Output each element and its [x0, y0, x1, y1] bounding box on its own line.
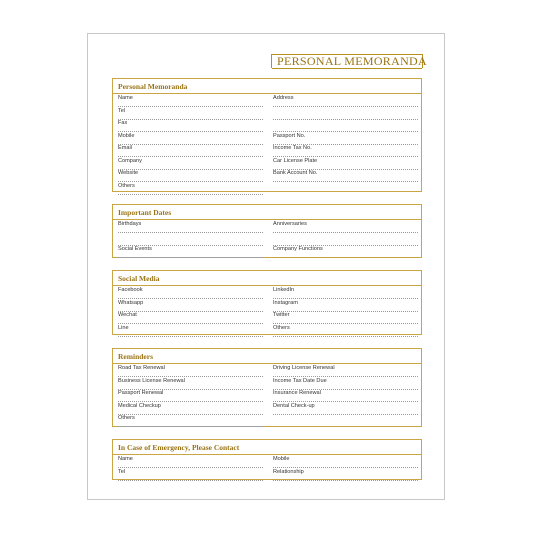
field-label: Facebook — [118, 287, 143, 293]
form-field[interactable] — [118, 144, 263, 157]
form-field[interactable] — [273, 377, 418, 390]
field-label: Relationship — [273, 468, 304, 475]
field-label: Others — [273, 324, 290, 331]
field-label: Instagram — [273, 299, 298, 306]
field-label: Name — [118, 95, 133, 101]
form-field[interactable] — [273, 233, 418, 246]
section-3 — [112, 348, 422, 427]
form-field[interactable] — [118, 402, 263, 415]
section-1 — [112, 204, 422, 258]
form-field[interactable] — [118, 157, 263, 170]
field-label: Mobile — [118, 132, 135, 139]
form-field[interactable] — [118, 414, 263, 427]
field-label: Tel — [118, 107, 126, 114]
field-label: Passport Renewal — [118, 390, 164, 396]
field-label: Business License Renewal — [118, 377, 185, 384]
field-label: Others — [118, 182, 135, 189]
form-field[interactable] — [273, 144, 418, 157]
field-label: Driving License Renewal — [273, 365, 335, 371]
form-field[interactable] — [118, 245, 263, 258]
form-field[interactable] — [118, 132, 263, 145]
field-label: Website — [118, 170, 139, 176]
field-label: Social Events — [118, 246, 152, 252]
form-field[interactable] — [273, 245, 418, 258]
form-field[interactable] — [118, 119, 263, 132]
form-field[interactable] — [118, 220, 263, 233]
form-field[interactable] — [273, 286, 418, 299]
form-field[interactable] — [273, 455, 418, 468]
form-field[interactable] — [118, 233, 263, 246]
field-label: Medical Checkup — [118, 402, 161, 409]
form-field[interactable] — [118, 389, 263, 402]
section-4 — [112, 439, 422, 480]
form-field[interactable] — [118, 286, 263, 299]
form-field[interactable] — [273, 311, 418, 324]
field-label: Company — [118, 157, 142, 164]
form-field[interactable] — [273, 389, 418, 402]
field-label: Twitter — [273, 312, 290, 318]
field-label: Email — [118, 145, 132, 151]
form-field[interactable] — [118, 377, 263, 390]
form-field[interactable] — [273, 324, 418, 337]
form-field[interactable] — [273, 364, 418, 377]
form-field[interactable] — [273, 119, 418, 132]
field-label: Dental Check-up — [273, 402, 315, 409]
form-field[interactable] — [118, 94, 263, 107]
page-title: PERSONAL MEMORANDA — [277, 54, 427, 68]
title-underline — [272, 68, 422, 69]
form-field[interactable] — [118, 311, 263, 324]
field-label: Others — [118, 415, 135, 421]
form-field[interactable] — [118, 455, 263, 468]
field-label: Car License Plate — [273, 157, 318, 164]
form-field[interactable] — [118, 364, 263, 377]
section-heading: Social Media — [118, 274, 160, 283]
field-label: Name — [118, 456, 133, 462]
form-field[interactable] — [118, 324, 263, 337]
section-heading: Important Dates — [118, 208, 172, 217]
field-label: Wechat — [118, 312, 137, 318]
form-field[interactable] — [118, 468, 263, 481]
field-label: Road Tax Renewal — [118, 365, 165, 371]
form-field[interactable] — [118, 299, 263, 312]
form-field[interactable] — [118, 169, 263, 182]
field-label: Line — [118, 324, 129, 331]
field-label: Income Tax No. — [273, 145, 312, 151]
field-label: Mobile — [273, 456, 290, 462]
form-field[interactable] — [273, 299, 418, 312]
field-label: LinkedIn — [273, 287, 295, 293]
form-field[interactable] — [273, 132, 418, 145]
section-heading: In Case of Emergency, Please Contact — [118, 443, 240, 452]
section-heading: Personal Memoranda — [118, 82, 188, 91]
field-label: Fax — [118, 120, 128, 126]
field-label: Company Functions — [273, 246, 323, 252]
form-field[interactable] — [273, 402, 418, 415]
field-label: Address — [273, 95, 294, 101]
form-field[interactable] — [273, 107, 418, 120]
page-title-box — [271, 54, 427, 68]
field-label: Bank Account No. — [273, 170, 318, 176]
field-label: Tel — [118, 468, 126, 475]
field-label: Whatsapp — [118, 299, 144, 306]
form-field[interactable] — [118, 182, 263, 195]
form-field[interactable] — [273, 220, 418, 233]
section-2 — [112, 270, 422, 335]
form-field[interactable] — [273, 157, 418, 170]
field-label: Birthdays — [118, 221, 142, 227]
field-label: Passport No. — [273, 132, 306, 139]
form-field[interactable] — [273, 94, 418, 107]
section-heading: Reminders — [118, 352, 153, 361]
field-label: Insurance Renewal — [273, 390, 321, 396]
memoranda-page — [87, 33, 445, 500]
field-label: Anniversaries — [273, 221, 307, 227]
section-0 — [112, 78, 422, 192]
form-field[interactable] — [273, 468, 418, 481]
field-label: Income Tax Date Due — [273, 377, 327, 384]
form-field[interactable] — [118, 107, 263, 120]
form-field[interactable] — [273, 169, 418, 182]
